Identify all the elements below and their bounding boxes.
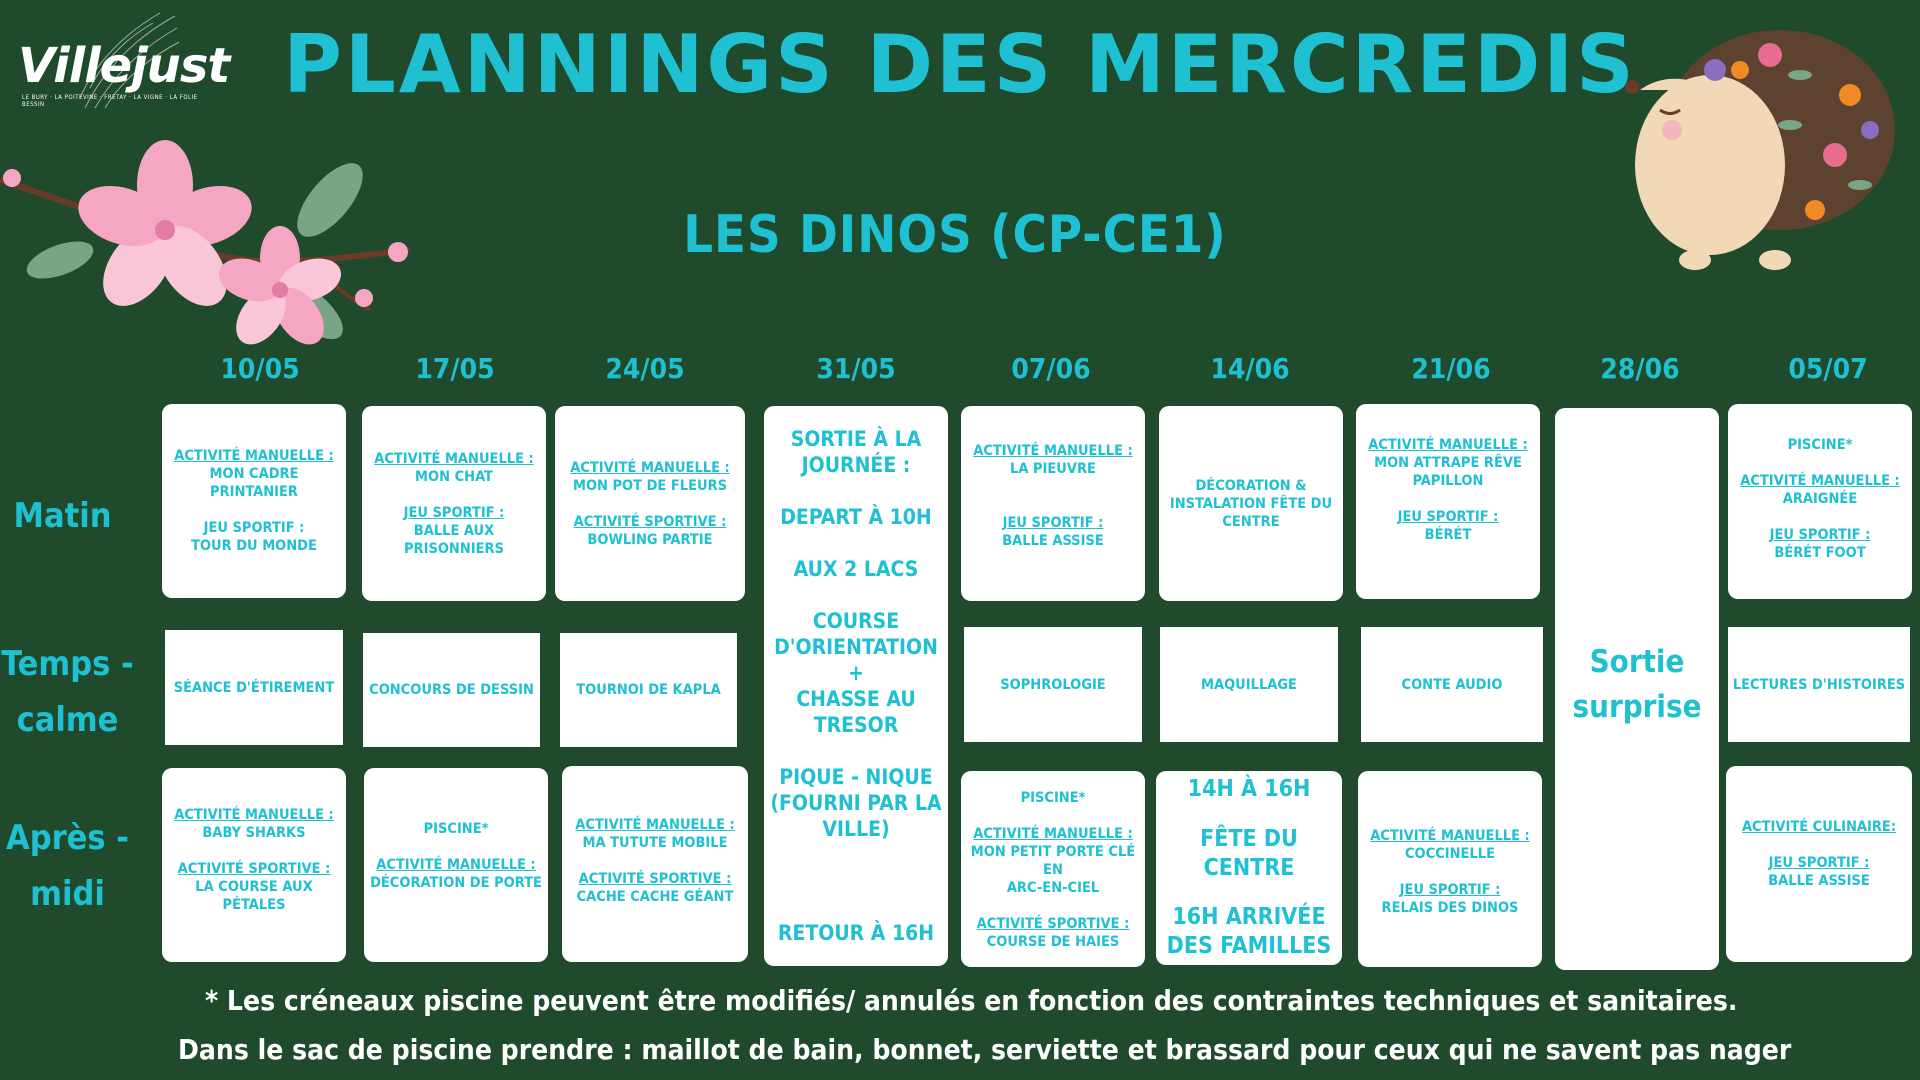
logo-tagline: LE BURY · LA POITEVINE · FRETAY · LA VIGNE · LA FOLIE BESSIN [22,94,198,108]
activity-value: BÉRÉT FOOT [1774,545,1866,561]
apres-card-17-05 [364,768,548,962]
calme-card-17-05 [363,633,540,747]
sortie-text: AUX 2 LACS [793,557,919,581]
activity-heading: ACTIVITÉ SPORTIVE : [578,871,732,887]
activity-value: MON POT DE FLEURS [572,477,728,494]
date-header: 31/05 [816,352,896,385]
row-label-line: midi [30,874,105,914]
activity-value: TOURNOI DE KAPLA [576,682,721,698]
page-subtitle: LES DINOS (CP-CE1) [683,205,1227,265]
activity-value: BOWLING PARTIE [587,531,713,548]
sortie-text: SORTIE À LA [790,427,922,451]
activity-value: MON CADRE PRINTANIER [209,466,299,500]
sortie-text: D'ORIENTATION + [774,635,938,685]
activity-value: LA COURSE AUX PÉTALES [195,879,313,913]
sortie-text: TRESOR [813,713,899,737]
date-header: 17/05 [415,352,495,385]
activity-heading: JEU SPORTIF : [1399,882,1501,898]
matin-card-14-06 [1159,406,1343,601]
matin-card-05-07 [1728,404,1912,599]
activity-heading: JEU SPORTIF : [1397,509,1499,525]
sortie-text: (FOURNI PAR LA [770,791,942,815]
activity-value: PAPILLON [1412,473,1484,489]
activity-heading: ACTIVITÉ MANUELLE : [174,807,334,823]
date-header: 05/07 [1788,352,1868,385]
row-label-matin: Matin [13,496,112,536]
sortie-text: CHASSE AU [796,687,916,711]
sortie-text: VILLE) [822,817,890,841]
fete-text: FÊTE DU CENTRE [1200,825,1298,881]
activity-heading: ACTIVITÉ MANUELLE : [1740,473,1900,489]
fete-text: DES FAMILLES [1166,933,1332,959]
sortie-text: DEPART À 10H [780,505,932,529]
activity-value: CONTE AUDIO [1401,676,1503,693]
matin-card-07-06 [961,406,1145,601]
row-label-line: calme [16,700,119,740]
activity-value: INSTALATION FÊTE DU [1169,495,1333,512]
activity-value: BALLE ASSISE [1768,873,1870,889]
activity-value: SÉANCE D'ÉTIREMENT [173,679,335,696]
apres-card-07-06 [961,771,1145,967]
apres-card-24-05 [562,766,748,962]
sortie-text: JOURNÉE : [801,453,911,477]
activity-value: SOPHROLOGIE [1000,676,1106,693]
activity-heading: ACTIVITÉ SPORTIVE : [177,861,331,877]
activity-heading: ACTIVITÉ MANUELLE : [374,450,534,467]
fete-text: 16H ARRIVÉE [1172,904,1326,930]
activity-value: ARAIGNÉE [1782,491,1858,507]
activity-value: BALLE AUX PRISONNIERS [404,522,504,557]
row-label-line: Après - [6,818,129,858]
calme-card-24-05 [560,633,737,747]
activity-value: DÉCORATION DE PORTE [370,875,542,891]
row-label-temps-calme [0,636,135,748]
activity-heading: ACTIVITÉ MANUELLE : [376,857,536,873]
activity-value: MON PETIT PORTE CLÉ EN [970,844,1136,878]
apres-card-05-07 [1726,766,1912,962]
activity-value: MON CHAT [415,468,493,485]
activity-heading: ACTIVITÉ CULINAIRE: [1741,819,1897,835]
activity-heading: JEU SPORTIF : [403,504,505,521]
activity-heading: ACTIVITÉ MANUELLE : [973,443,1133,459]
activity-heading: ACTIVITÉ MANUELLE : [1368,437,1528,453]
activity-value: CONCOURS DE DESSIN [369,682,534,698]
date-header: 14/06 [1210,352,1290,385]
sortie-text: COURSE [812,609,900,633]
apres-card-21-06 [1358,771,1542,967]
activity-value: COCCINELLE [1404,846,1496,862]
page-title: PLANNINGS DES MERCREDIS [283,18,1637,111]
activity-value: MA TUTUTE MOBILE [582,835,728,851]
activity-heading: ACTIVITÉ MANUELLE : [1370,828,1530,844]
activity-heading: ACTIVITÉ SPORTIVE : [573,513,727,530]
activity-heading: ACTIVITÉ MANUELLE : [174,448,334,464]
activity-heading: JEU SPORTIF : [1002,515,1104,531]
activity-value: ARC-EN-CIEL [1006,880,1100,896]
activity-value: BÉRÉT [1424,527,1472,543]
logo-name: Villejust [18,38,230,94]
activity-heading: ACTIVITÉ SPORTIVE : [976,916,1130,932]
activity-heading: ACTIVITÉ MANUELLE : [570,459,730,476]
activity-value: MON ATTRAPE RÊVE [1374,455,1522,471]
matin-card-21-06 [1356,404,1540,599]
activity-value: PISCINE* [1020,790,1086,806]
calme-card-21-06 [1361,627,1543,742]
activity-heading: JEU SPORTIF : [1769,527,1871,543]
matin-card-10-05 [162,404,346,598]
surprise-text: surprise [1572,689,1702,725]
footer-bag-note: Dans le sac de piscine prendre : maillot de bain, bonnet, serviette et brassard pour ceux qui ne savent pas nager [178,1033,1792,1066]
calme-card-14-06 [1160,627,1338,742]
sortie-text: RETOUR À 16H [777,921,935,945]
activity-heading: ACTIVITÉ MANUELLE : [973,826,1133,842]
activity-value: LECTURES D'HISTOIRES [1732,676,1906,693]
apres-card-14-06 [1156,771,1342,965]
activity-heading: JEU SPORTIF : [1768,855,1870,871]
matin-card-24-05 [555,406,745,601]
date-header: 07/06 [1011,352,1091,385]
surprise-card-28-06 [1555,408,1719,970]
activity-heading: ACTIVITÉ MANUELLE : [575,817,735,833]
activity-value: BABY SHARKS [202,825,306,841]
sortie-card-31-05 [764,406,948,966]
activity-value: TOUR DU MONDE [191,538,317,554]
matin-card-17-05 [362,406,546,601]
date-header: 24/05 [605,352,685,385]
apres-card-10-05 [162,768,346,962]
activity-value: LA PIEUVRE [1010,461,1096,477]
activity-value: PISCINE* [423,821,489,837]
date-header: 21/06 [1411,352,1491,385]
activity-value: BALLE ASSISE [1002,533,1104,549]
footer-note: * Les créneaux piscine peuvent être modifiés/ annulés en fonction des contraintes techniques et sanitaires. [205,984,1738,1017]
activity-value: MAQUILLAGE [1201,676,1297,693]
activity-value: COURSE DE HAIES [986,934,1120,950]
activity-value: CACHE CACHE GÉANT [576,889,734,905]
activity-value: PISCINE* [1787,437,1853,453]
activity-value: CENTRE [1222,513,1280,530]
calme-card-10-05 [165,630,343,745]
surprise-text: Sortie [1589,644,1685,680]
calme-card-07-06 [964,627,1142,742]
date-header: 28/06 [1600,352,1680,385]
fete-text: 14H À 16H [1187,776,1311,802]
calme-card-05-07 [1728,627,1910,742]
activity-value: DÉCORATION & [1195,477,1307,494]
row-label-line: Temps - [1,644,134,684]
activity-heading: JEU SPORTIF : [203,520,305,536]
sortie-text: PIQUE - NIQUE [779,765,933,789]
date-header: 10/05 [220,352,300,385]
activity-value: RELAIS DES DINOS [1381,900,1519,916]
row-label-apres-midi [0,810,135,922]
